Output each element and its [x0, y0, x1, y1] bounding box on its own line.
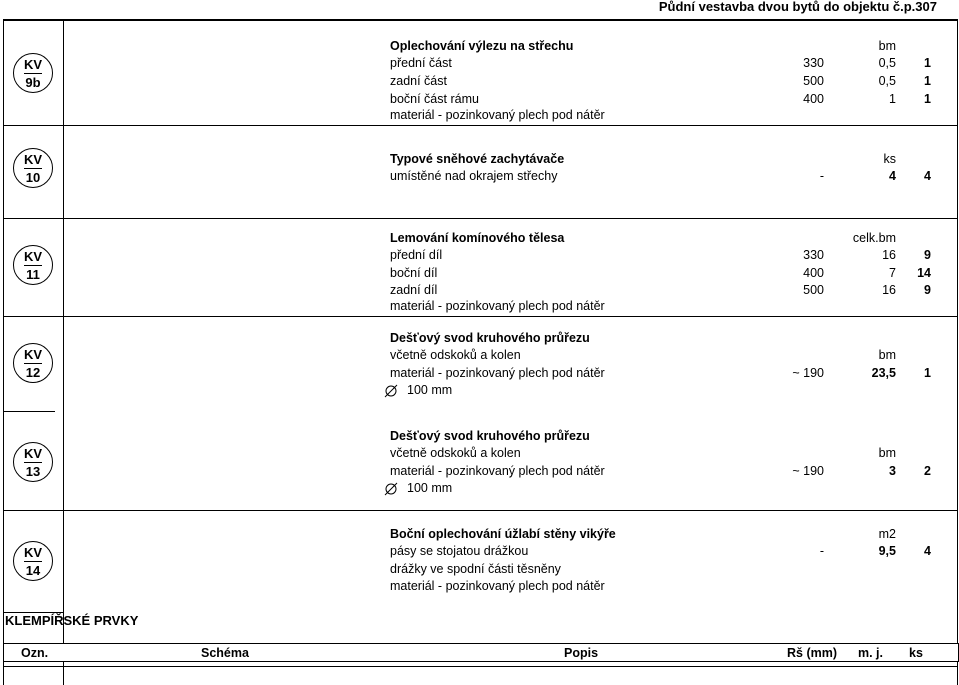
kv-badge: KV 13: [13, 442, 53, 482]
item-ks: 1: [924, 92, 931, 106]
item-line: materiál - pozinkovaný plech pod nátěr: [390, 464, 605, 478]
item-line: pásy se stojatou drážkou: [390, 544, 529, 558]
item-unit: celk.bm: [852, 231, 896, 245]
diameter-icon: [384, 482, 398, 496]
item-unit: ks: [883, 152, 896, 166]
item-ks: 14: [917, 266, 931, 280]
kv-badge: KV 11: [13, 245, 53, 285]
item-unit: bm: [878, 348, 896, 362]
item-ks: 4: [924, 544, 931, 558]
item-mj: 0,5: [878, 56, 896, 70]
item-title: Typové sněhové zachytávače: [390, 152, 565, 166]
document-title: Půdní vestavba dvou bytů do objektu č.p.307: [658, 0, 937, 14]
item-ks: 2: [924, 464, 931, 478]
item-rs: -: [819, 544, 824, 558]
item-ks: 9: [924, 248, 931, 262]
item-mj: 16: [882, 248, 896, 262]
item-diameter: 100 mm: [407, 481, 453, 495]
item-diameter: 100 mm: [407, 383, 453, 397]
kv-badge: KV 10: [13, 148, 53, 188]
item-note: materiál - pozinkovaný plech pod nátěr: [390, 299, 605, 313]
item-title: Dešťový svod kruhového průřezu: [390, 331, 590, 345]
item-rs: 400: [803, 92, 824, 106]
item-line: materiál - pozinkovaný plech pod nátěr: [390, 366, 605, 380]
kv-badge: KV 12: [13, 343, 53, 383]
column-header-schema: Schéma: [201, 646, 249, 660]
item-rs: ~ 190: [792, 464, 824, 478]
item-ks: 1: [924, 74, 931, 88]
item-line: boční díl: [390, 266, 438, 280]
item-rs: -: [819, 169, 824, 183]
item-rs: ~ 190: [792, 366, 824, 380]
item-unit: bm: [878, 39, 896, 53]
item-rs: 500: [803, 74, 824, 88]
item-note: materiál - pozinkovaný plech pod nátěr: [390, 579, 605, 593]
item-line: zadní díl: [390, 283, 438, 297]
item-line: drážky ve spodní části těsněny: [390, 562, 561, 576]
row-divider: [3, 510, 958, 511]
item-line: včetně odskoků a kolen: [390, 446, 521, 460]
item-line: včetně odskoků a kolen: [390, 348, 521, 362]
item-mj: 1: [889, 92, 896, 106]
table-top-border: [3, 19, 958, 21]
item-rs: 330: [803, 56, 824, 70]
item-line: zadní část: [390, 74, 447, 88]
item-line: umístěné nad okrajem střechy: [390, 169, 558, 183]
item-rs: 500: [803, 283, 824, 297]
row-divider: [3, 411, 55, 412]
table-border-right: [957, 20, 958, 685]
column-header-rs: Rš (mm): [787, 646, 838, 660]
row-divider: [3, 218, 958, 219]
kv-badge: KV 9b: [13, 53, 53, 93]
column-header-ks: ks: [909, 646, 923, 660]
row-divider: [3, 316, 958, 317]
column-header-popis: Popis: [564, 646, 599, 660]
item-mj: 0,5: [878, 74, 896, 88]
item-mj: 3: [889, 464, 896, 478]
item-ks: 9: [924, 283, 931, 297]
section-label: KLEMPÍŘSKÉ PRVKY: [5, 613, 139, 628]
column-header-mj: m. j.: [858, 646, 884, 660]
item-unit: m2: [878, 527, 896, 541]
item-unit: bm: [878, 446, 896, 460]
item-line: přední díl: [390, 248, 443, 262]
item-line: přední část: [390, 56, 452, 70]
item-title: Dešťový svod kruhového průřezu: [390, 429, 590, 443]
item-ks: 1: [924, 366, 931, 380]
item-mj: 16: [882, 283, 896, 297]
item-mj: 7: [889, 266, 896, 280]
diameter-icon: [384, 384, 398, 398]
item-mj: 23,5: [871, 366, 896, 380]
item-title: Boční oplechování úžlabí stěny vikýře: [390, 527, 616, 541]
footer-bottom-border: [3, 666, 958, 667]
item-rs: 400: [803, 266, 824, 280]
column-header-ozn: Ozn.: [21, 646, 49, 660]
item-note: materiál - pozinkovaný plech pod nátěr: [390, 108, 605, 122]
item-title: Oplechování výlezu na střechu: [390, 39, 574, 53]
item-ks: 1: [924, 56, 931, 70]
table-border-left: [3, 20, 4, 685]
item-mj: 4: [889, 169, 896, 183]
item-mj: 9,5: [878, 544, 896, 558]
item-line: boční část rámu: [390, 92, 479, 106]
row-divider: [3, 125, 958, 126]
table-border-ozn: [63, 20, 64, 685]
column-header-row: [3, 643, 959, 662]
item-ks: 4: [924, 169, 931, 183]
item-rs: 330: [803, 248, 824, 262]
kv-badge: KV 14: [13, 541, 53, 581]
item-title: Lemování komínového tělesa: [390, 231, 565, 245]
